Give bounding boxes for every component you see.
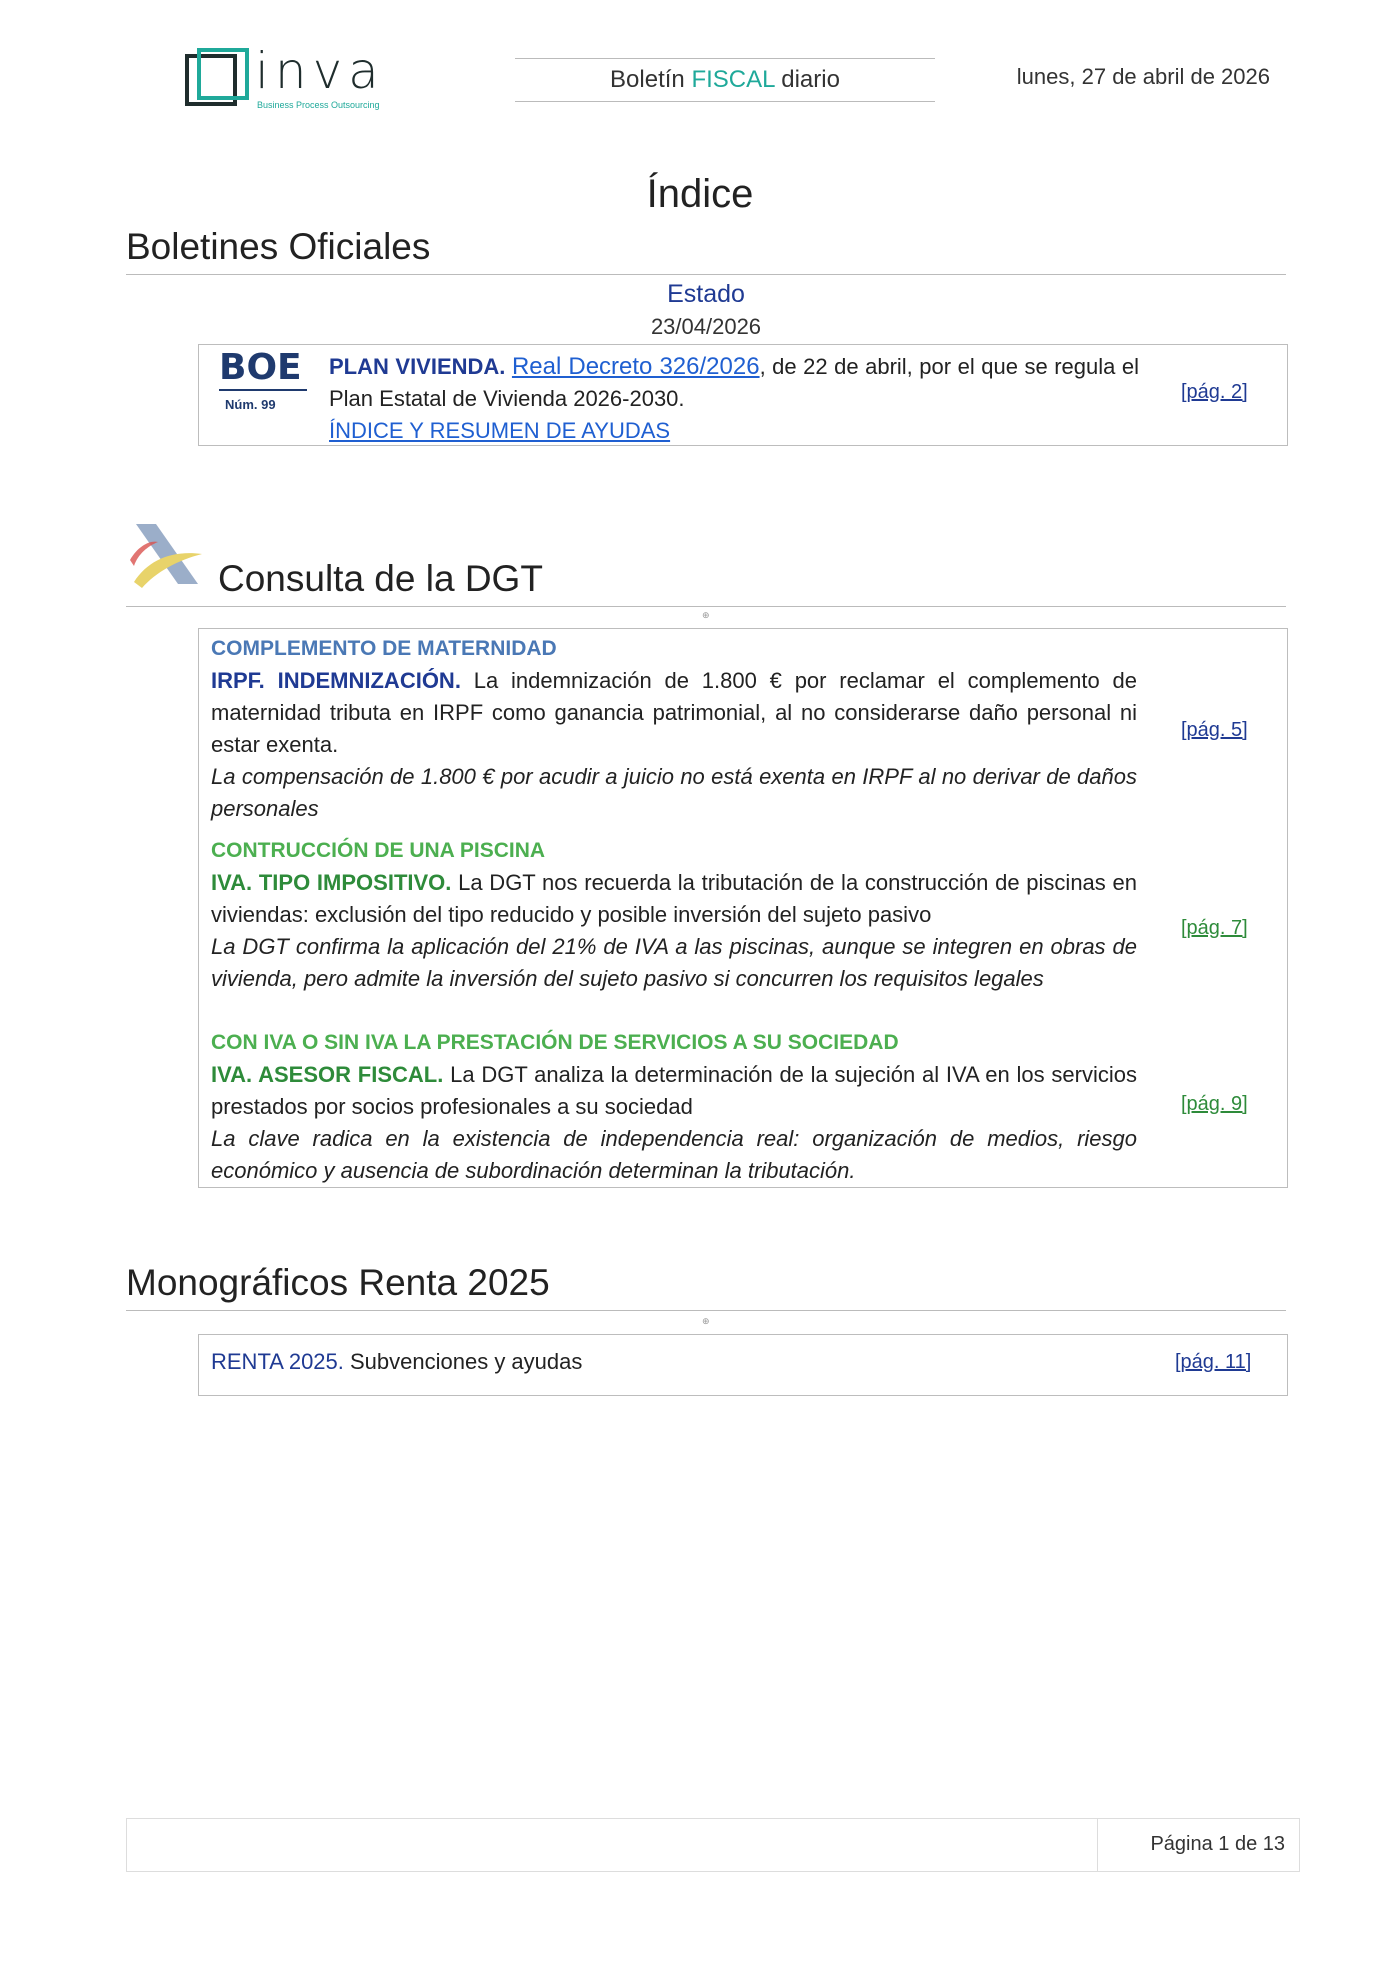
- mono-entry-box: [198, 1334, 1288, 1396]
- entry-keyword: IVA. ASESOR FISCAL.: [211, 1062, 444, 1087]
- real-decreto-link[interactable]: Real Decreto 326/2026: [511, 353, 760, 380]
- entry-category: COMPLEMENTO DE MATERNIDAD: [211, 637, 557, 660]
- page-link-7[interactable]: [pág. 7]: [1181, 917, 1248, 939]
- boe-letters: BOE: [219, 347, 302, 388]
- page-title: Índice: [646, 172, 754, 216]
- anchor-mark: ⊕: [702, 610, 710, 620]
- indice-ayudas-link[interactable]: ÍNDICE Y RESUMEN DE AYUDAS: [329, 418, 671, 443]
- dgt-entries-box: [198, 628, 1288, 1188]
- entry-text: La indemnización de 1.800 € por reclamar el complemento de maternidad tributa en IRPF como ganancia patrimonial, al no considerarse daño personal ni estar exenta.: [211, 668, 1137, 757]
- boe-rule: [219, 389, 307, 391]
- boe-entry-text: [329, 351, 1139, 447]
- entry-category: CONTRUCCIÓN DE UNA PISCINA: [211, 839, 546, 862]
- boe-entry-box: [198, 344, 1288, 446]
- source-date: 23/04/2026: [650, 314, 762, 339]
- mono-entry-text: [211, 1349, 582, 1375]
- boe-number: Núm. 99: [225, 397, 276, 412]
- anchor-mark: ⊕: [702, 1316, 710, 1326]
- section-heading-monograficos: Monográficos Renta 2025: [126, 1262, 1286, 1311]
- bulletin-title: [515, 58, 935, 102]
- mono-text: Subvenciones y ayudas: [343, 1349, 583, 1374]
- entry-summary: La clave radica en la existencia de independencia real: organización de medios, riesgo económico y ausencia de subordinación determinan la tributación.: [211, 1126, 1137, 1183]
- title-accent: FISCAL: [691, 66, 775, 93]
- logo-word: inva: [255, 42, 385, 100]
- logo-tagline: Business Process Outsourcing: [257, 100, 380, 110]
- boe-logo: [219, 349, 307, 427]
- logo-square-teal: [197, 48, 249, 100]
- entry-text: La DGT nos recuerda la tributación de la construcción de piscinas en viviendas: exclusión del tipo reducido y posible inversión del sujeto pasivo: [211, 870, 1137, 927]
- section-heading-boletines: Boletines Oficiales: [126, 226, 1286, 275]
- entry-body: [211, 867, 1137, 931]
- page-link-5[interactable]: [pág. 5]: [1181, 719, 1248, 741]
- title-post: diario: [774, 66, 840, 93]
- page-footer: [126, 1818, 1300, 1872]
- entry-summary: La DGT confirma la aplicación del 21% de IVA a las piscinas, aunque se integren en obras de vivienda, pero admite la inversión del sujeto pasivo si concurren los requisitos legales: [211, 934, 1137, 991]
- entry-category: CON IVA O SIN IVA LA PRESTACIÓN DE SERVICIOS A SU SOCIEDAD: [211, 1031, 899, 1054]
- dgt-entry: [211, 1027, 1137, 1187]
- entry-keyword: IVA. TIPO IMPOSITIVO.: [211, 870, 452, 895]
- entry-text: La DGT analiza la determinación de la sujeción al IVA en los servicios prestados por socios profesionales a su sociedad: [211, 1062, 1137, 1119]
- source-label: Estado: [667, 280, 745, 308]
- section-heading-dgt: Consulta de la DGT: [126, 558, 1286, 607]
- inva-logo: [185, 42, 405, 118]
- footer-divider: [1097, 1819, 1098, 1871]
- mono-label: RENTA 2025.: [211, 1349, 344, 1374]
- dgt-entry: [211, 835, 1137, 995]
- entry-text: , de 22 de abril, por el que se regula el Plan Estatal de Vivienda 2026-2030.: [329, 354, 1139, 411]
- entry-keyword: IRPF. INDEMNIZACIÓN.: [211, 668, 461, 693]
- entry-body: [211, 665, 1137, 761]
- page-link-9[interactable]: [pág. 9]: [1181, 1093, 1248, 1115]
- dgt-entry: [211, 633, 1137, 825]
- page-number: Página 1 de 13: [1150, 1833, 1285, 1855]
- entry-body: [211, 1059, 1137, 1123]
- header-date: lunes, 27 de abril de 2026: [1016, 64, 1270, 89]
- entry-summary: La compensación de 1.800 € por acudir a juicio no está exenta en IRPF al no derivar de daños personales: [211, 764, 1137, 821]
- page-link-2[interactable]: [pág. 2]: [1181, 381, 1248, 403]
- title-pre: Boletín: [610, 66, 692, 93]
- page-link-11[interactable]: [pág. 11]: [1175, 1351, 1252, 1373]
- entry-keyword: PLAN VIVIENDA.: [329, 354, 506, 379]
